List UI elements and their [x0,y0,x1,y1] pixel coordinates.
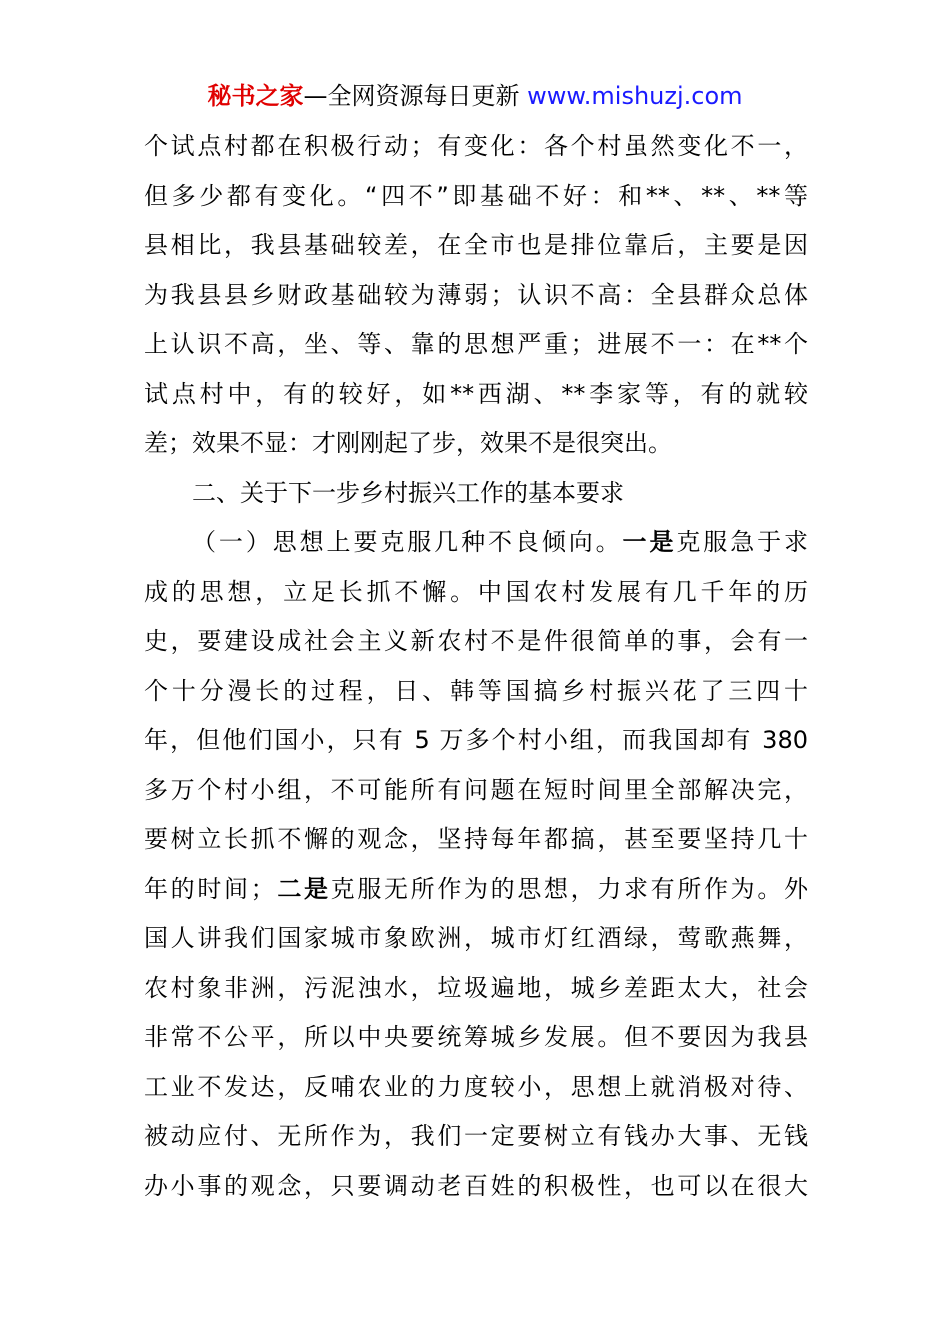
site-tagline: —全网资源每日更新 [303,82,528,110]
text-line: 成的思想，立足长抓不懈。中国农村发展有几千年的历 [144,577,808,606]
text-line: 但多少都有变化。“四不”即基础不好：和**、**、**等 [144,181,808,210]
text-line: 史，要建设成社会主义新农村不是件很简单的事，会有一 [144,627,808,655]
paragraph [144,518,808,1211]
inline-text: 克服无所作为的思想，力求有所作为。外 [330,874,809,903]
emphasis-text: 二是 [274,874,331,903]
text-line: 工业不发达，反哺农业的力度较小，思想上就消极对待、 [144,1072,808,1101]
document-body [144,122,808,1211]
text-line: 农村象非洲，污泥浊水，垃圾遍地，城乡差距太大，社会 [144,973,808,1002]
text-line [144,518,808,568]
paragraph [144,122,808,469]
section-heading: 二、关于下一步乡村振兴工作的基本要求 [192,478,624,507]
subheading-text: （一）思想上要克服几种不良倾向。 [192,528,623,556]
text-line: 上认识不高，坐、等、靠的思想严重；进展不一：在**个 [144,330,808,358]
text-line: 县相比，我县基础较差，在全市也是排位靠后，主要是因 [144,231,808,259]
text-line: 试点村中，有的较好，如**西湖、**李家等，有的就较 [144,379,808,408]
text-line: 非常不公平，所以中央要统筹城乡发展。但不要因为我县 [144,1023,808,1051]
site-url-link[interactable]: www.mishuzj.com [527,82,743,110]
text-line: 国人讲我们国家城市象欧洲，城市灯红酒绿，莺歌燕舞， [144,924,808,952]
inline-text: 克服急于求 [676,528,809,556]
text-line: 办小事的观念，只要调动老百姓的积极性，也可以在很大 [144,1171,808,1200]
text-line: 被动应付、无所作为，我们一定要树立有钱办大事、无钱 [144,1122,808,1150]
text-line: 年，但他们国小，只有 5 万多个村小组，而我国却有 380 [144,726,808,754]
text-line: 多万个村小组，不可能所有问题在短时间里全部解决完， [144,775,808,804]
inline-text: 年的时间； [144,874,275,903]
text-line: 差；效果不显：才刚刚起了步，效果不是很突出。 [144,429,672,457]
text-line: 个试点村都在积极行动；有变化：各个村虽然变化不一， [144,132,808,160]
text-line: 个十分漫长的过程，日、韩等国搞乡村振兴花了三四十 [144,676,808,705]
text-line: 为我县县乡财政基础较为薄弱；认识不高：全县群众总体 [144,280,808,309]
site-brand: 秘书之家 [207,82,304,110]
site-header [0,80,950,112]
text-line: 要树立长抓不懈的观念，坚持每年都搞，甚至要坚持几十 [144,825,808,853]
text-line [144,865,808,915]
emphasis-text: 一是 [622,528,677,556]
